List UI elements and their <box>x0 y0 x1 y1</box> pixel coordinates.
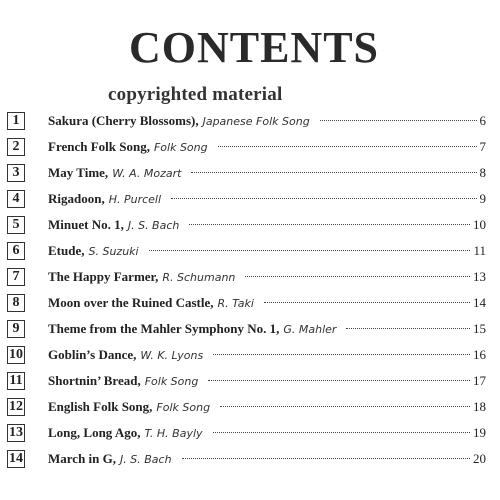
piece-title: English Folk Song, <box>48 399 153 414</box>
composer-name: Folk Song <box>144 375 199 388</box>
contents-entry[interactable] <box>0 344 500 368</box>
page-number: 9 <box>479 191 486 206</box>
page-number: 18 <box>473 399 486 414</box>
entry-line <box>48 344 486 367</box>
dot-leader <box>171 198 476 199</box>
entry-line <box>48 266 486 289</box>
contents-entry[interactable] <box>0 266 500 290</box>
piece-title: Sakura (Cherry Blossoms), <box>48 113 199 128</box>
composer-name: J. S. Bach <box>120 453 172 466</box>
page-number: 8 <box>479 165 486 180</box>
dot-leader <box>264 302 470 303</box>
contents-entry[interactable] <box>0 448 500 472</box>
entry-line <box>48 448 486 471</box>
composer-name: Folk Song <box>156 401 211 414</box>
entry-line <box>48 162 486 185</box>
composer-name: W. A. Mozart <box>112 167 182 180</box>
dot-leader <box>218 146 477 147</box>
entry-number-box: 11 <box>7 372 25 390</box>
contents-entry[interactable] <box>0 136 500 160</box>
entry-line <box>48 396 486 419</box>
page-number: 13 <box>473 269 486 284</box>
page-number: 17 <box>473 373 486 388</box>
entry-line <box>48 214 486 237</box>
dot-leader <box>182 458 470 459</box>
entry-line <box>48 292 486 315</box>
dot-leader <box>320 120 477 121</box>
composer-name: H. Purcell <box>108 193 162 206</box>
page-number: 20 <box>473 451 486 466</box>
entry-number-box: 6 <box>7 242 25 260</box>
contents-entry[interactable] <box>0 240 500 264</box>
entry-number-box: 12 <box>9 399 23 414</box>
composer-name: R. Schumann <box>162 271 236 284</box>
piece-title: May Time, <box>48 165 109 180</box>
composer-name: T. H. Bayly <box>144 427 203 440</box>
piece-title: Shortnin’ Bread, <box>48 373 141 388</box>
dot-leader <box>213 354 470 355</box>
composer-name: G. Mahler <box>283 323 337 336</box>
dot-leader <box>346 328 470 329</box>
piece-title: Rigadoon, <box>48 191 105 206</box>
piece-title: Moon over the Ruined Castle, <box>48 295 214 310</box>
contents-entry[interactable] <box>0 162 500 186</box>
dot-leader <box>220 406 470 407</box>
page-number: 6 <box>479 113 486 128</box>
entry-number-box: 9 <box>7 320 25 338</box>
dot-leader <box>245 276 470 277</box>
composer-name: Folk Song <box>153 141 208 154</box>
piece-title: Theme from the Mahler Symphony No. 1, <box>48 321 280 336</box>
entry-line <box>48 136 486 159</box>
piece-title: Long, Long Ago, <box>48 425 141 440</box>
entry-number-box: 13 <box>9 425 23 440</box>
page-number: 16 <box>473 347 486 362</box>
entry-number-box: 3 <box>7 164 25 182</box>
composer-name: S. Suzuki <box>88 245 139 258</box>
page-subtitle: copyrighted material <box>108 84 283 105</box>
page-number: 11 <box>473 243 486 258</box>
piece-title: Etude, <box>48 243 85 258</box>
page-title: CONTENTS <box>128 23 380 72</box>
dot-leader <box>191 172 476 173</box>
entry-number-box: 10 <box>9 347 23 362</box>
entry-number-box: 8 <box>7 294 25 312</box>
page-number: 7 <box>479 139 486 154</box>
entry-line <box>48 318 486 341</box>
entry-number-box: 5 <box>7 216 25 234</box>
page-number: 14 <box>473 295 486 310</box>
composer-name: R. Taki <box>217 297 254 310</box>
entry-line <box>48 188 486 211</box>
entry-number-box: 4 <box>7 190 25 208</box>
entry-line <box>48 422 486 445</box>
composer-name: Japanese Folk Song <box>202 115 310 128</box>
piece-title: French Folk Song, <box>48 139 150 154</box>
contents-entry[interactable] <box>0 292 500 316</box>
dot-leader <box>189 224 470 225</box>
page-number: 10 <box>473 217 486 232</box>
entry-number-box: 1 <box>7 112 25 130</box>
dot-leader <box>213 432 470 433</box>
entry-line <box>48 370 486 393</box>
contents-entry[interactable] <box>0 422 500 446</box>
piece-title: The Happy Farmer, <box>48 269 159 284</box>
page-number: 19 <box>473 425 486 440</box>
page-number: 15 <box>473 321 486 336</box>
entry-number-box: 2 <box>7 138 25 156</box>
dot-leader <box>149 250 471 251</box>
composer-name: J. S. Bach <box>127 219 180 232</box>
contents-entry[interactable] <box>0 110 500 134</box>
entry-number-box: 14 <box>9 451 23 466</box>
entry-line <box>48 110 486 133</box>
contents-entry[interactable] <box>0 188 500 212</box>
contents-entry[interactable] <box>0 370 500 394</box>
piece-title: Minuet No. 1, <box>48 217 124 232</box>
contents-entry[interactable] <box>0 318 500 342</box>
composer-name: W. K. Lyons <box>140 349 204 362</box>
contents-entry[interactable] <box>0 396 500 420</box>
dot-leader <box>208 380 470 381</box>
piece-title: March in G, <box>48 451 117 466</box>
entry-line <box>48 240 486 263</box>
entry-number-box: 7 <box>7 268 25 286</box>
piece-title: Goblin’s Dance, <box>48 347 137 362</box>
contents-entry[interactable] <box>0 214 500 238</box>
